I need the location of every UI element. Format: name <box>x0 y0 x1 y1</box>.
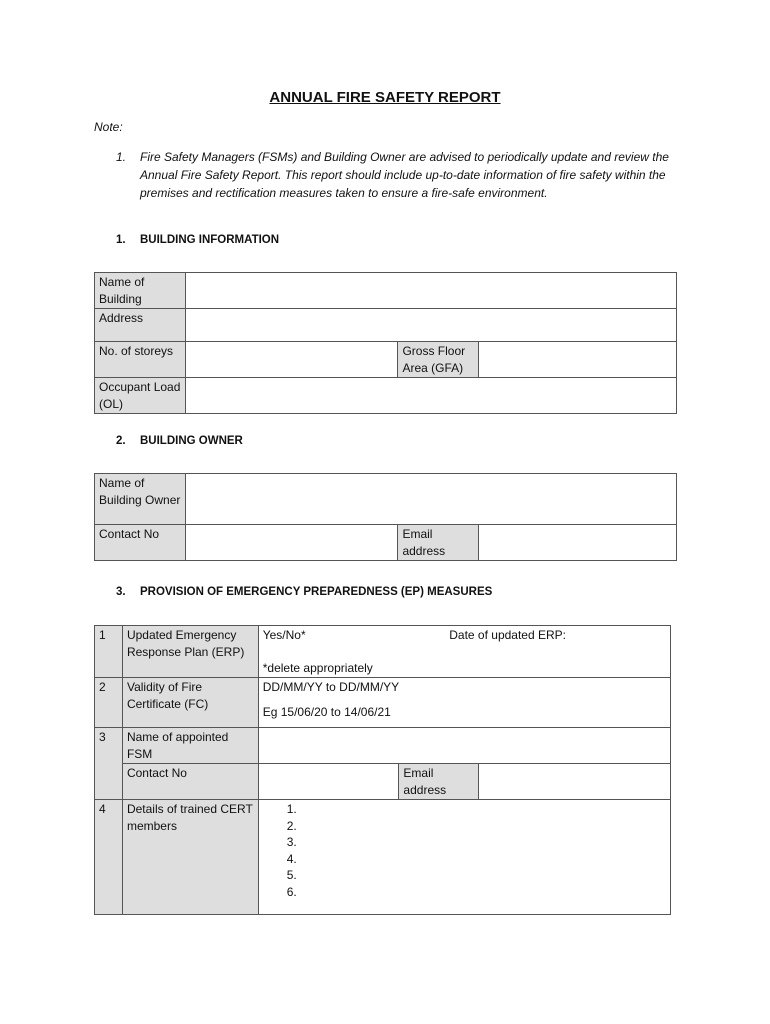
fc-example-text: Eg 15/06/20 to 14/06/21 <box>262 704 391 719</box>
row-number: 4 <box>95 800 123 915</box>
building-owner-table <box>94 473 677 561</box>
section-heading-building-owner: 2. BUILDING OWNER <box>116 435 243 447</box>
erp-label: Updated Emergency Response Plan (ERP) <box>122 626 258 678</box>
owner-contact-field[interactable] <box>185 525 398 561</box>
section-heading-building-information: 1. BUILDING INFORMATION <box>116 234 280 246</box>
delete-note: *delete appropriately <box>262 660 373 675</box>
note-number: 1. <box>116 150 127 164</box>
fsm-name-label: Name of appointed FSM <box>122 728 258 764</box>
occupant-load-label: Occupant Load (OL) <box>95 378 186 414</box>
storeys-field[interactable] <box>185 342 398 378</box>
page-title: ANNUAL FIRE SAFETY REPORT <box>269 89 501 106</box>
fsm-email-field[interactable] <box>479 764 671 800</box>
fc-format-text: DD/MM/YY to DD/MM/YY <box>262 680 400 694</box>
row-number: 1 <box>95 626 123 678</box>
fc-field[interactable] <box>258 678 670 728</box>
list-item: 3. <box>286 835 297 849</box>
list-item: 6. <box>286 884 297 899</box>
section-heading-ep-measures: 3. PROVISION OF EMERGENCY PREPAREDNESS (EP) MEASURES <box>116 586 493 598</box>
list-item: 2. <box>286 818 297 833</box>
list-item: 5. <box>286 868 297 882</box>
fsm-email-label: Email address <box>399 764 479 800</box>
row-number: 3 <box>95 728 123 800</box>
fsm-name-field[interactable] <box>258 728 670 764</box>
owner-name-field[interactable] <box>185 474 676 525</box>
ep-row-3 <box>95 728 671 764</box>
erp-date-label: Date of updated ERP: <box>449 628 566 642</box>
row-number: 2 <box>95 678 123 728</box>
owner-email-label: Email address <box>398 525 479 561</box>
ep-row-4 <box>95 800 671 915</box>
fc-label: Validity of Fire Certificate (FC) <box>122 678 258 728</box>
gfa-label: Gross Floor Area (GFA) <box>398 342 479 378</box>
cert-members-list <box>263 801 666 900</box>
owner-name-label: Name of Building Owner <box>95 474 186 525</box>
building-name-field[interactable] <box>185 273 676 309</box>
address-label: Address <box>95 309 186 342</box>
list-item: 1. <box>286 802 297 816</box>
cert-label: Details of trained CERT members <box>122 800 258 915</box>
fsm-contact-field[interactable] <box>258 764 399 800</box>
ep-measures-table <box>94 625 671 915</box>
note-label: Note: <box>94 120 123 134</box>
ep-row-3b <box>95 764 671 800</box>
owner-contact-label: Contact No <box>95 525 186 561</box>
ep-row-2 <box>95 678 671 728</box>
gfa-field[interactable] <box>479 342 677 378</box>
list-item: 4. <box>286 851 297 866</box>
note-text: Fire Safety Managers (FSMs) and Building Owner are advised to periodically update and review the Annual Fire Safety Report. This report should include up-to-date information of fire safety within the premises and rectification measures taken to ensure a fire-safe environment. <box>140 150 669 200</box>
storeys-label: No. of storeys <box>95 342 186 378</box>
occupant-load-field[interactable] <box>185 378 676 414</box>
building-information-table <box>94 272 677 414</box>
yes-no-text: Yes/No* <box>262 628 306 642</box>
owner-email-field[interactable] <box>479 525 677 561</box>
fsm-contact-label: Contact No <box>122 764 258 800</box>
ep-row-1 <box>95 626 671 678</box>
cert-members-field[interactable] <box>258 800 670 915</box>
address-field[interactable] <box>185 309 676 342</box>
building-name-label: Name of Building <box>95 273 186 309</box>
erp-field[interactable] <box>258 626 670 678</box>
